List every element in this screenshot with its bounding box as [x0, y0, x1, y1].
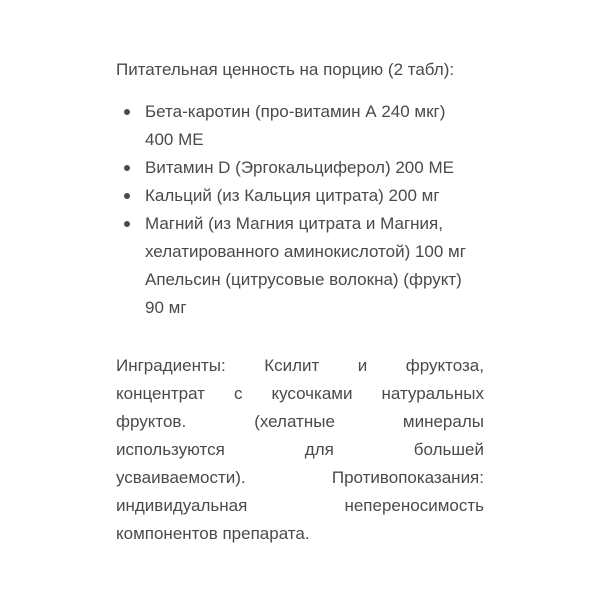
paragraph-line	[116, 464, 484, 492]
list-item	[145, 154, 505, 182]
nutrition-heading: Питательная ценность на порцию (2 табл):	[116, 60, 455, 79]
list-item-text: Апельсин (цитрусовые волокна) (фрукт)	[145, 270, 462, 289]
list-item	[145, 98, 505, 154]
word: Ксилит	[264, 356, 320, 375]
word: Противопоказания:	[331, 468, 484, 487]
list-item	[145, 210, 505, 322]
word: фруктоза,	[405, 356, 484, 375]
word: непереносимость	[344, 496, 484, 515]
word: концентрат	[116, 384, 205, 403]
word: используются	[116, 440, 225, 459]
word: компонентов препарата.	[116, 524, 310, 543]
paragraph-line	[116, 408, 484, 436]
word: фруктов.	[116, 412, 187, 431]
list-item-text: Бета-каротин (про-витамин А 240 мкг)	[145, 102, 446, 121]
word: для	[304, 440, 334, 459]
word: с	[233, 384, 243, 403]
list-item	[145, 182, 505, 210]
word: минералы	[402, 412, 484, 431]
word: Ингрaдиенты:	[116, 356, 226, 375]
word: и	[357, 356, 368, 375]
word: (хелатные	[254, 412, 335, 431]
word: большей	[413, 440, 484, 459]
list-item-text: Кальций (из Кальция цитрата) 200 мг	[145, 186, 440, 205]
word: кусочками	[271, 384, 353, 403]
list-item-text: хелатированного аминокислотой) 100 мг	[145, 242, 466, 261]
word: натуральных	[381, 384, 484, 403]
bullet-icon	[124, 193, 130, 199]
list-item-text: Магний (из Магния цитрата и Магния,	[145, 214, 443, 233]
bullet-icon	[124, 109, 130, 115]
paragraph-line	[116, 380, 484, 408]
paragraph-line	[116, 520, 484, 548]
word: усваиваемости).	[116, 468, 246, 487]
paragraph-line	[116, 352, 484, 380]
word: индивидуальная	[116, 496, 248, 515]
nutrient-list	[145, 98, 505, 322]
list-item-text: 90 мг	[145, 298, 187, 317]
list-item-text: 400 МЕ	[145, 130, 204, 149]
bullet-icon	[124, 221, 130, 227]
ingredients-paragraph	[116, 352, 484, 548]
paragraph-line	[116, 436, 484, 464]
paragraph-line	[116, 492, 484, 520]
bullet-icon	[124, 165, 130, 171]
list-item-text: Витамин D (Эргокальциферол) 200 МЕ	[145, 158, 454, 177]
